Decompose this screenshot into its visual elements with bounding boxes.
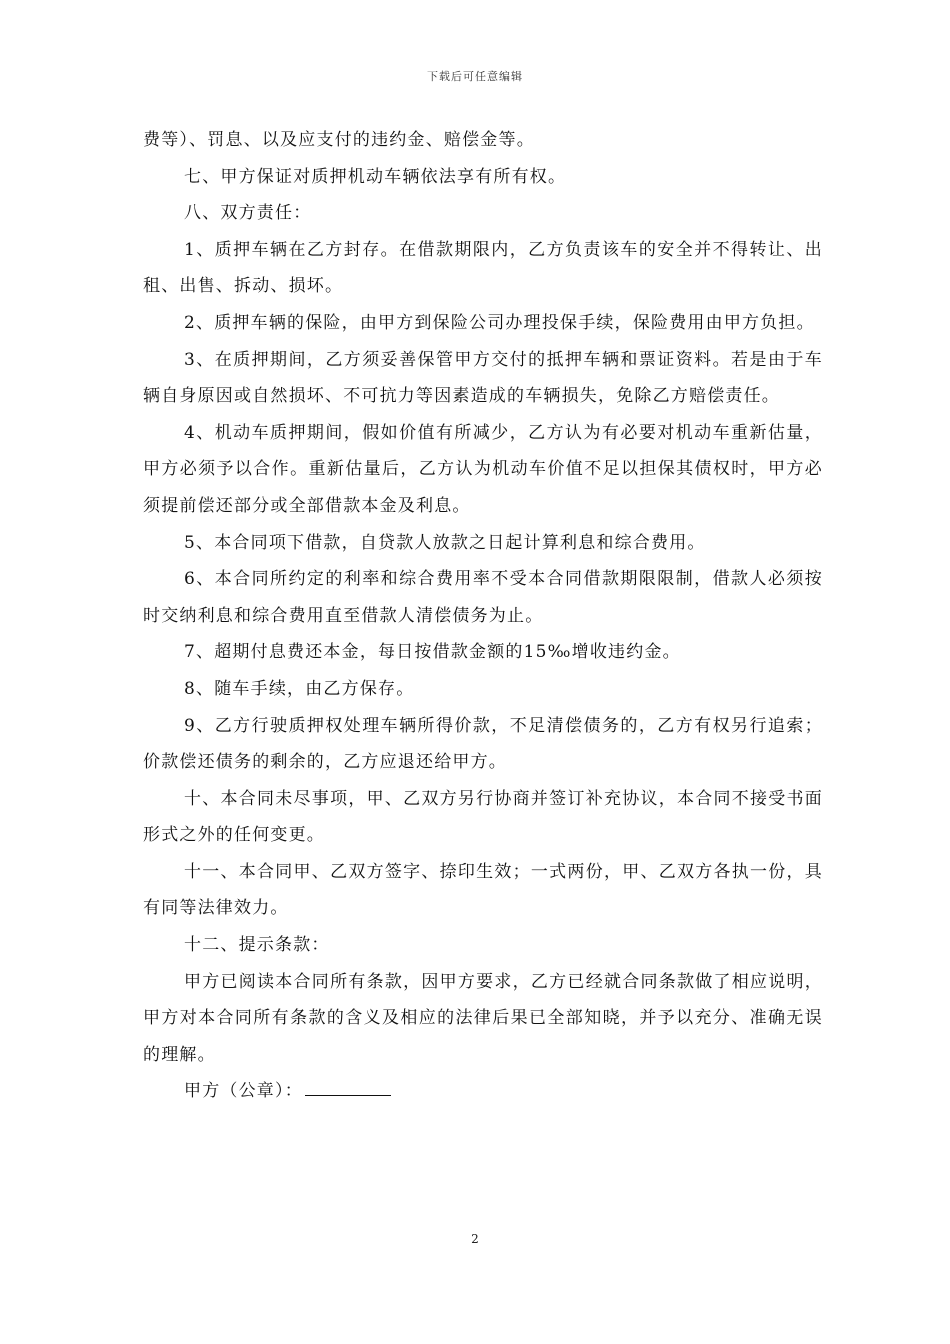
clause-8-item-5: 5、本合同项下借款，自贷款人放款之日起计算利息和综合费用。	[184, 532, 706, 553]
page-header: 下载后可任意编辑	[427, 70, 523, 83]
clause-8-heading: 八、双方责任：	[184, 203, 312, 224]
clause-10: 十、本合同未尽事项，甲、乙双方另行协商并签订补充协议，本合同不接受书面形式之外的任何变更。	[143, 788, 823, 846]
clause-8-item-9: 9、乙方行驶质押权处理车辆所得价款，不足清偿债务的，乙方有权另行追索；价款偿还债务的剩余的，乙方应退还给甲方。	[143, 715, 823, 773]
clause-8-item-1: 1、质押车辆在乙方封存。在借款期限内，乙方负责该车的安全并不得转让、出租、出售、拆动、损坏。	[143, 239, 823, 297]
signature-line	[143, 1073, 823, 1110]
signature-label: 甲方（公章）：	[184, 1081, 303, 1102]
clause-12-body: 甲方已阅读本合同所有条款，因甲方要求，乙方已经就合同条款做了相应说明，甲方对本合同所有条款的含义及相应的法律后果已全部知晓，并予以充分、准确无误的理解。	[143, 971, 823, 1065]
clause-8-item-8: 8、随车手续，由乙方保存。	[184, 678, 415, 699]
clause-7: 七、甲方保证对质押机动车辆依法享有所有权。	[184, 166, 567, 187]
document-body	[143, 122, 823, 1110]
clause-12-heading: 十二、提示条款：	[184, 935, 330, 956]
clause-8-item-7: 7、超期付息费还本金，每日按借款金额的15‰增收违约金。	[184, 642, 681, 663]
page-number: 2	[471, 1232, 479, 1246]
clause-11: 十一、本合同甲、乙双方签字、捺印生效；一式两份，甲、乙双方各执一份，具有同等法律效力。	[143, 861, 823, 919]
paragraph-continuation: 费等）、罚息、以及应支付的违约金、赔偿金等。	[143, 130, 535, 150]
clause-8-item-3: 3、在质押期间，乙方须妥善保管甲方交付的抵押车辆和票证资料。若是由于车辆自身原因或自然损坏、不可抗力等因素造成的车辆损失，免除乙方赔偿责任。	[143, 349, 823, 407]
clause-8-item-2: 2、质押车辆的保险，由甲方到保险公司办理投保手续，保险费用由甲方负担。	[184, 312, 815, 333]
clause-8-item-6: 6、本合同所约定的利率和综合费用率不受本合同借款期限限制，借款人必须按时交纳利息和综合费用直至借款人清偿债务为止。	[143, 569, 823, 626]
signature-blank	[305, 1079, 391, 1096]
clause-8-item-4: 4、机动车质押期间，假如价值有所减少，乙方认为有必要对机动车重新估量，甲方必须予以合作。重新估量后，乙方认为机动车价值不足以担保其债权时，甲方必须提前偿还部分或全部借款本金及利息。	[143, 422, 823, 516]
